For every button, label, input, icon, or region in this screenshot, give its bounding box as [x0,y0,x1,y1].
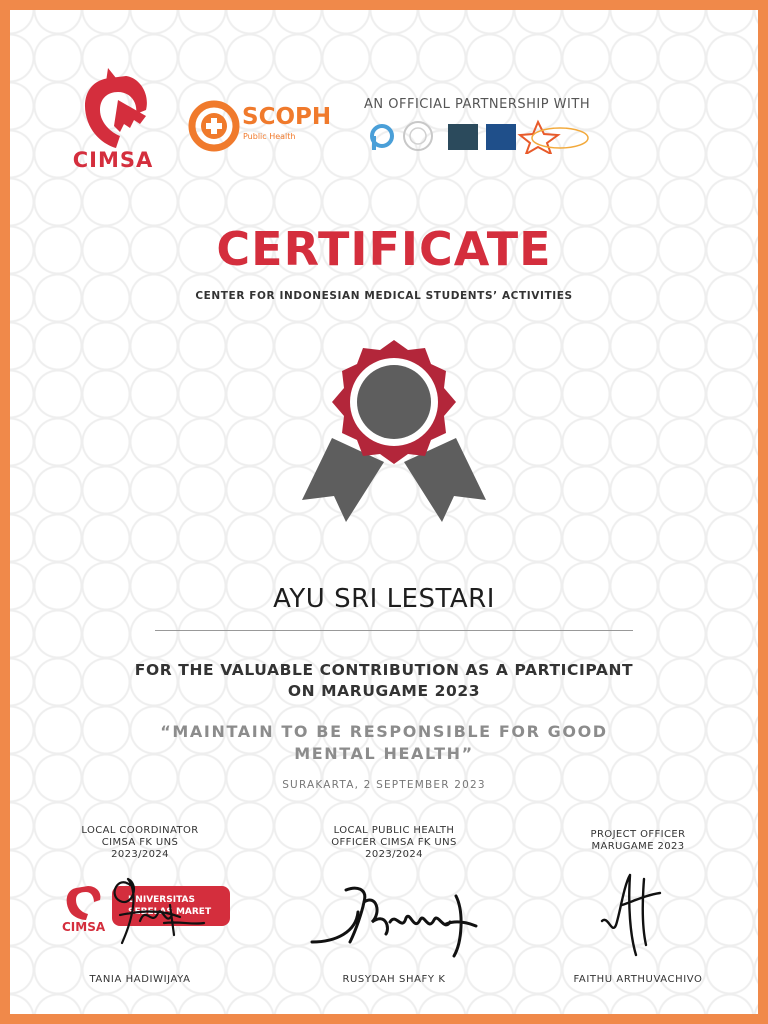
award-badge-icon [284,330,504,530]
theme-quote [10,721,758,765]
signature-1-icon [100,865,210,950]
contribution-line-2: ON MARUGAME 2023 [287,682,481,700]
divider [155,630,633,631]
signatory-1-name: TANIA HADIWIJAYA [89,974,191,985]
contribution-line-1: FOR THE VALUABLE CONTRIBUTION AS A PARTICIPANT [134,661,634,679]
signatory-2-name: RUSYDAH SHAFY K [342,974,446,985]
scoph-subtitle: Public Health [243,132,296,141]
certificate-subtitle: CENTER FOR INDONESIAN MEDICAL STUDENTS’ ACTIVITIES [195,290,573,302]
certificate-title: CERTIFICATE [216,222,552,276]
partner-logo-p-icon [372,126,392,150]
partner-logo-navy-icon [448,124,478,150]
stamp-text-line-2: SEBELAS MARET [128,907,212,917]
signatory-2-role-line-2: OFFICER CIMSA FK UNS [331,837,457,848]
signature-3-icon [594,865,674,965]
stamp-text-line-1: UNIVERSITAS [128,895,195,905]
contribution-text [10,660,758,702]
signatory-3-role-line-2: MARUGAME 2023 [591,841,685,852]
partner-logo-seal-icon [404,122,432,150]
signatory-2-role-line-3: 2023/2024 [365,849,423,860]
quote-line-2: MENTAL HEALTH” [294,744,474,763]
place-date: SURAKARTA, 2 SEPTEMBER 2023 [282,779,486,791]
recipient-name: AYU SRI LESTARI [273,584,495,614]
signatory-3-role-line-1: PROJECT OFFICER [590,829,686,840]
signatory-3-name: FAITHU ARTHUVACHIVO [573,974,703,985]
partner-logo-medstar-icon [520,122,588,154]
signatory-1-role-line-1: LOCAL COORDINATOR [81,825,199,836]
signatory-3-role [538,829,738,853]
stamp-org: CIMSA [62,920,106,934]
signature-2-icon [306,872,486,962]
signatory-1-role-line-2: CIMSA FK UNS [101,837,179,848]
signatory-2-role-line-1: LOCAL PUBLIC HEALTH [333,825,455,836]
signatory-1-role [40,825,240,861]
signatory-1-role-line-3: 2023/2024 [111,849,169,860]
partner-logo-blue-icon [486,124,516,150]
cimsa-wordmark: CIMSA [72,148,154,172]
partnership-label: AN OFFICIAL PARTNERSHIP WITH [364,97,591,112]
scoph-title: SCOPH [242,104,332,130]
signatory-2-role [294,825,494,861]
quote-line-1: “MAINTAIN TO BE RESPONSIBLE FOR GOOD [160,722,608,741]
partner-logos [370,118,600,154]
